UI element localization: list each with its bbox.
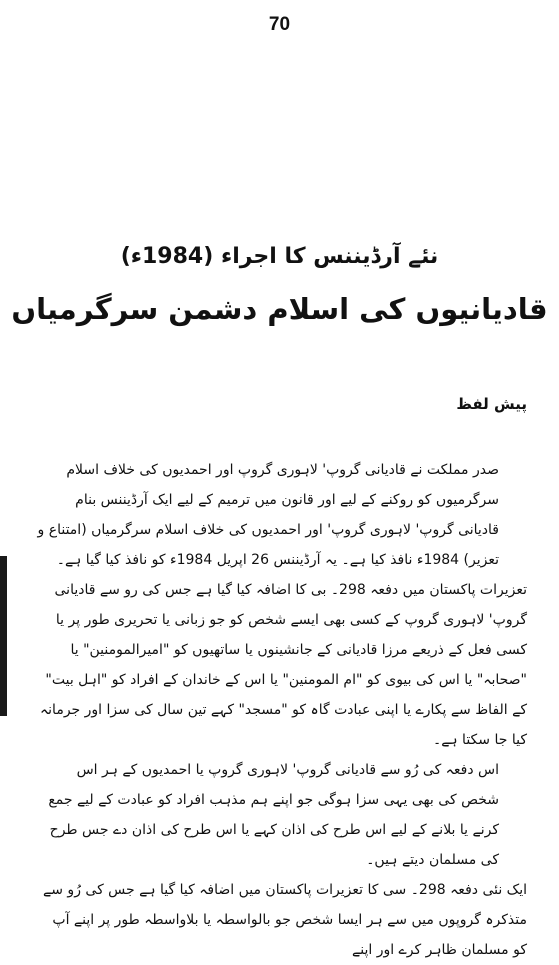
page-number: 70 bbox=[268, 14, 291, 35]
paragraph: صدر مملکت نے قادیانی گروپ' لاہوری گروپ اور احمدیوں کی خلاف اسلام سرگرمیوں کو روکنے کے لیے اور قانون میں ترمیم کے لیے ایک آرڈیننس بنام قادیانی گروپ' لاہوری گروپ' اور احمدیوں کی خلاف اسلام سرگرمیاں (امتناع و تعزیر) 1984ء نافذ کیا ہے۔ یہ آرڈیننس 26 اپریل 1984ء کو نافذ کیا گیا ہے۔ bbox=[37, 462, 499, 568]
paragraph: اس دفعہ کی رُو سے قادیانی گروپ' لاہوری گروپ یا احمدیوں کے ہر اس شخص کی بھی یہی سزا ہوگی جو اپنے ہم مذہب افراد کو عبادت کے لیے جمع کرنے یا بلانے کے لیے اس طرح کی اذان کہے یا اس طرح کی اذان دے جس طرح کی مسلمان دیتے ہیں۔ bbox=[48, 762, 499, 868]
chapter-subtitle: نئے آرڈیننس کا اجراء (1984ء) bbox=[120, 244, 439, 269]
preface-heading: پیش لفظ bbox=[456, 395, 527, 413]
paragraph: تعزیرات پاکستان میں دفعہ 298۔ بی کا اضافہ کیا گیا ہے جس کی رو سے قادیانی گروپ' لاہوری گروپ کے کسی بھی ایسے شخص کو جو زبانی یا تحریری طور پر یا کسی فعل کے ذریعے مرزا قادیانی کے جانشینوں یا ساتھیوں کو "امیرالمومنین" یا "صحابہ" یا اس کی بیوی کو "ام المومنین" یا اس کے خاندان کے افراد کو "اہل بیت" کے الفاظ سے پکارے یا اپنی عبادت گاہ کو "مسجد" کہے تین سال کی سزا اور جرمانہ کیا جا سکتا ہے۔ bbox=[39, 582, 527, 748]
scan-edge-mark bbox=[0, 556, 7, 716]
body-text bbox=[37, 455, 527, 965]
chapter-title: قادیانیوں کی اسلام دشمن سرگرمیاں bbox=[11, 292, 548, 326]
paragraph: ایک نئی دفعہ 298۔ سی کا تعزیرات پاکستان میں اضافہ کیا گیا ہے جس کی رُو سے متذکرہ گروپوں میں سے ہر ایسا شخص جو بالواسطہ یا بلاواسطہ طور پر اپنے آپ کو مسلمان ظاہر کرے اور اپنے bbox=[43, 882, 527, 958]
